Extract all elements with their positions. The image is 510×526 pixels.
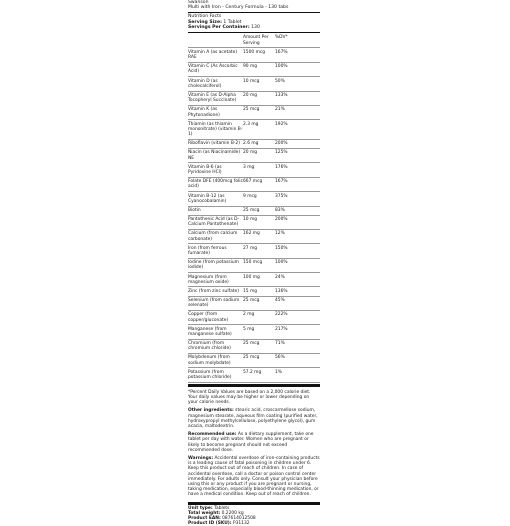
nutrient-amount: 2.3 mg [243,120,275,140]
nutrient-dv: 21% [275,105,320,119]
nutrient-name: Pantothenic Acid (as D-Calcium Pantothenate) [188,215,243,229]
nutrient-dv: 176% [275,163,320,177]
servings-label: Servings Per Container: [188,25,250,31]
other-ingredients-label: Other ingredients: [188,408,234,414]
recommended-use [188,432,320,453]
table-row [188,339,320,353]
nutrient-amount: 90 mg [243,62,275,76]
nutrient-amount: 9 mcg [243,192,275,206]
nutrient-dv: 167% [275,177,320,191]
nutrient-name: Iron (from ferrous fumarate) [188,244,243,258]
nutrient-name: Riboflavin (vitamin B-2) [188,139,243,148]
nutrition-panel [188,0,320,526]
facts-title: Nutrition Facts [188,14,222,20]
product-ean-label: Product EAN: [188,516,221,522]
nutrient-dv: 100% [275,258,320,272]
table-header-row [188,34,320,48]
nutrient-amount: 2 mg [243,310,275,324]
nutrient-dv: 24% [275,273,320,287]
column-header-amount: Amount Per Serving [243,34,275,48]
nutrient-dv: 56% [275,354,320,368]
nutrient-dv: 136% [275,287,320,296]
warnings-text: Accidental overdose of iron-containing products is a leading cause of fatal poisoning in children under 6. Keep this product out of reach of children. In case of accidental overdose, call a doctor or poison control center immediately. For adults only. Consult your physician before using this or any product if you are pregnant or nursing, taking medication, especially blood-thinning medication, or have a medical condition. Keep out of reach of children. [188,456,320,498]
warnings-label: Warnings: [188,456,214,462]
nutrient-amount: 667 mcg [243,177,275,191]
nutrient-name: Thiamin (as thiamin mononitrate) (vitamin B-1) [188,120,243,140]
nutrient-amount: 57.2 mg [243,368,275,382]
nutrient-dv: 375% [275,192,320,206]
nutrient-dv: 200% [275,139,320,148]
recommended-use-text: As a dietary supplement, take one tablet per day with water. Women who are pregnant or likely to become pregnant should not exceed recommended dose. [188,432,314,453]
table-row [188,287,320,296]
table-row [188,354,320,368]
nutrient-dv: 100% [275,62,320,76]
nutrient-dv: 50% [275,77,320,91]
column-header-name [188,34,243,48]
nutrient-dv: 222% [275,310,320,324]
product-sku-value: P31132 [232,521,250,526]
nutrient-name: Biotin [188,206,243,215]
nutrient-amount: 25 mcg [243,206,275,215]
nutrient-dv: 1% [275,368,320,382]
table-row [188,48,320,62]
table-row [188,163,320,177]
table-row [188,105,320,119]
nutrient-amount: 10 mg [243,215,275,229]
product-sku-label: Product ID (SKU): [188,521,232,526]
servings-per-container [188,25,320,30]
servings-value: 130 [251,25,260,31]
nutrient-dv: 83% [275,206,320,215]
product-sku [188,521,320,526]
nutrient-amount: 20 mg [243,149,275,163]
other-ingredients-text: stearic acid, croscarmellose sodium, magnesium stearate, aqueous film coating (purified water, hydroxypropyl methylcellulose, polyethylene glycol), gum acacia, maltodextrin. [188,408,318,430]
nutrient-amount: 150 mcg [243,258,275,272]
nutrition-table [188,34,320,383]
divider [188,32,320,34]
table-row [188,206,320,215]
product-name: Multi with Iron - Century Formula - 130 tabs [188,5,289,11]
nutrient-dv: 12% [275,229,320,243]
nutrient-name: Potassium (from potassium chloride) [188,368,243,382]
nutrient-name: Iodine (from potassium iodide) [188,258,243,272]
nutrient-name: Vitamin B-6 (as Pyridoxine HCl) [188,163,243,177]
product-ean-value: 087614012508 [222,516,256,522]
nutrition-table-body [188,48,320,382]
column-header-dv: %DV* [275,34,320,48]
nutrient-amount: 3 mg [243,163,275,177]
table-row [188,77,320,91]
nutrient-dv: 125% [275,149,320,163]
table-row [188,215,320,229]
nutrient-name: Magnesium (from magnesium oxide) [188,273,243,287]
nutrient-dv: 45% [275,296,320,310]
nutrient-dv: 167% [275,48,320,62]
nutrient-amount: 100 mg [243,273,275,287]
nutrient-name: Copper (from copper/gluconate) [188,310,243,324]
nutrient-amount: 25 mcg [243,296,275,310]
divider-thick [188,384,320,387]
warnings [188,456,320,498]
table-row [188,62,320,76]
total-weight-value: 0.2200 kg [221,510,244,516]
table-row [188,273,320,287]
table-row [188,258,320,272]
nutrient-amount: 10 mcg [243,77,275,91]
nutrient-amount: 162 mg [243,229,275,243]
footnote: *Percent Daily Values are based on a 2,000 calorie diet. Your daily values may be higher or lower depending on your calorie needs. [188,389,311,406]
nutrient-name: Vitamin E (as D-Alpha Tocopheryl Succinate) [188,91,243,105]
table-row [188,120,320,140]
nutrient-name: Niacin (as Niacinamide) NE [188,149,243,163]
nutrient-name: Zinc (from zinc sulfate) [188,287,243,296]
table-row [188,296,320,310]
nutrient-amount: 2.6 mg [243,139,275,148]
nutrient-name: Folate DFE (400mcg folic acid) [188,177,243,191]
nutrient-dv: 200% [275,215,320,229]
nutrient-name: Vitamin C (As Ascorbic Acid) [188,62,243,76]
brand-name: Swanson [188,0,209,5]
serving-size-label: Serving Size: [188,19,222,25]
table-row [188,244,320,258]
serving-size-value: 1 Tablet [223,19,242,25]
nutrient-name: Vitamin A (as acetate) RAE [188,48,243,62]
unit-type-value: Tablets [214,505,230,511]
table-row [188,368,320,382]
total-weight-label: Total weight: [188,510,221,516]
table-row [188,310,320,324]
recommended-use-label: Recommended use: [188,432,237,438]
table-row [188,149,320,163]
nutrient-amount: 1500 mcg [243,48,275,62]
table-row [188,139,320,148]
nutrient-amount: 25 mcg [243,105,275,119]
table-row [188,229,320,243]
nutrient-amount: 20 mg [243,91,275,105]
nutrient-name: Molybdenum (from sodium molybdate) [188,354,243,368]
table-row [188,91,320,105]
nutrient-dv: 192% [275,120,320,140]
nutrient-amount: 25 mcg [243,339,275,353]
nutrient-amount: 15 mg [243,287,275,296]
nutrient-name: Chromium (from chromium chloride) [188,339,243,353]
nutrient-name: Calcium (from calcium carbonate) [188,229,243,243]
table-row [188,325,320,339]
nutrient-name: Vitamin K (as Phytonadione) [188,105,243,119]
nutrient-amount: 25 mcg [243,354,275,368]
nutrient-dv: 71% [275,339,320,353]
nutrient-name: Manganese (from manganese sulfate) [188,325,243,339]
table-row [188,192,320,206]
nutrient-name: Selenium (from sodium selenate) [188,296,243,310]
nutrient-name: Vitamin D (as cholecalciferol) [188,77,243,91]
nutrient-dv: 217% [275,325,320,339]
unit-type-label: Unit type: [188,505,213,511]
nutrient-name: Vitamin B-12 (as Cyanocobalamin) [188,192,243,206]
other-ingredients [188,408,320,429]
nutrient-dv: 150% [275,244,320,258]
table-row [188,177,320,191]
nutrient-amount: 5 mg [243,325,275,339]
nutrient-amount: 27 mg [243,244,275,258]
nutrient-dv: 133% [275,91,320,105]
divider-thick [188,502,320,505]
